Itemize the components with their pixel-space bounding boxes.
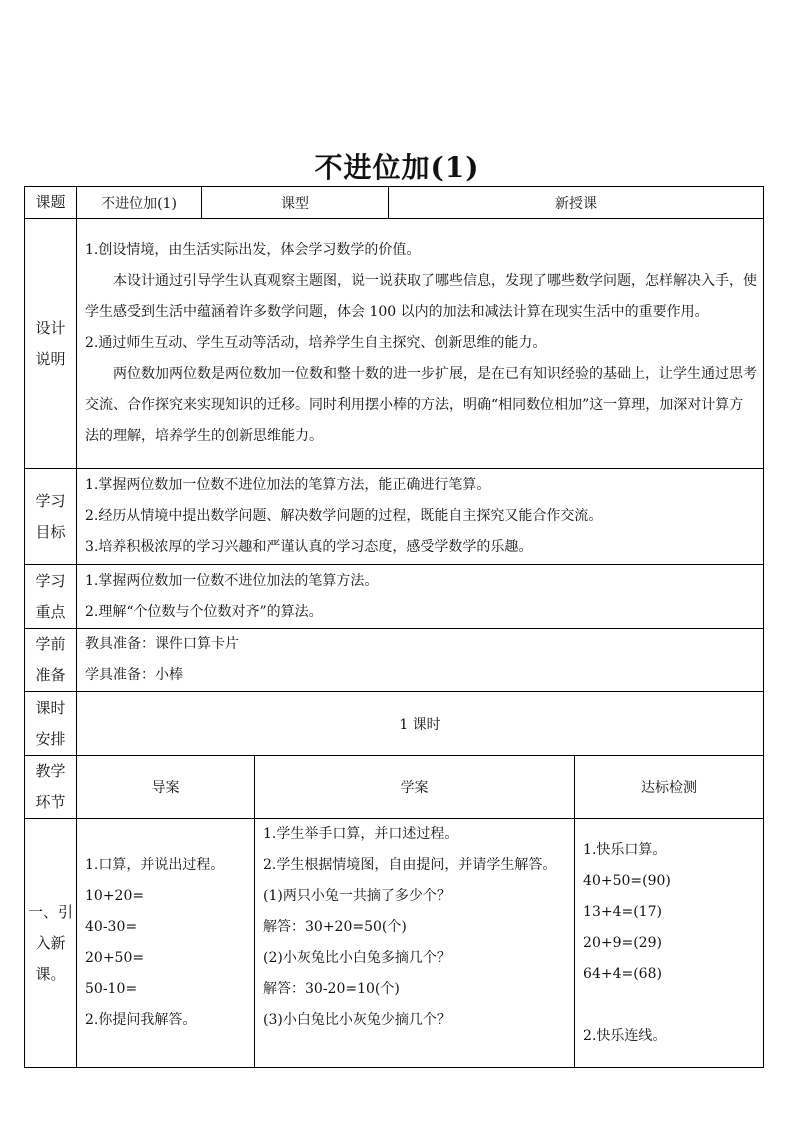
- row-goals: [25, 469, 764, 565]
- guide-line: 40-30=: [85, 919, 138, 935]
- design-line-1: 1.创设情境，由生活实际出发，体会学习数学的价值。: [85, 242, 421, 258]
- check-line: 1.快乐口算。: [583, 842, 667, 858]
- goal-1: 1.掌握两位数加一位数不进位加法的笔算方法，能正确进行笔算。: [85, 477, 491, 493]
- goal-3: 3.培养积极浓厚的学习兴趣和严谨认真的学习态度，感受学数学的乐趣。: [85, 539, 533, 555]
- study-line: 解答：30-20=10(个): [263, 981, 400, 997]
- study-line: (1)两只小兔一共摘了多少个？: [263, 888, 451, 904]
- intro-study: [255, 819, 575, 1068]
- design-line-4: 两位数加两位数是两位数加一位数和整十数的进一步扩展，是在已有知识经验的基础上，让学生通过思考交流、合作探究来实现知识的迁移。同时利用摆小棒的方法，明确“相同数位相加”这一算理，加深对计算方法的理解，培养学生的创新思维能力。: [85, 366, 757, 444]
- row-schedule: [25, 692, 764, 756]
- study-line: (3)小白兔比小灰兔少摘几个？: [263, 1012, 451, 1028]
- goals-text: [77, 469, 764, 565]
- intro-label: 一、引 入新 课。: [25, 819, 77, 1068]
- guide-line: 10+20=: [85, 888, 145, 904]
- focus-2: 2.理解“个位数与个位数对齐”的算法。: [85, 603, 323, 620]
- row-focus: [25, 565, 764, 629]
- intro-check: [575, 819, 764, 1068]
- design-line-2: 本设计通过引导学生认真观察主题图，说一说获取了哪些信息，发现了哪些数学问题，怎样解决入手，使学生感受到生活中蕴涵着许多数学问题，体会 100 以内的加法和减法计算在现实生活中的重要作用。: [85, 273, 757, 320]
- stage-label: 教学 环节: [25, 756, 77, 819]
- guide-line: 2.你提问我解答。: [85, 1012, 197, 1028]
- col-check-header: 达标检测: [575, 756, 764, 819]
- focus-1: 1.掌握两位数加一位数不进位加法的笔算方法。: [85, 572, 379, 589]
- design-line-3: 2.通过师生互动、学生互动等活动，培养学生自主探究、创新思维的能力。: [85, 335, 547, 351]
- guide-line: 20+50=: [85, 950, 145, 966]
- guide-line: 50-10=: [85, 981, 138, 997]
- focus-text: [77, 565, 764, 629]
- topic-value: 不进位加(1): [77, 187, 202, 219]
- check-spacer: [583, 990, 757, 1021]
- check-line: 40+50=(90): [583, 873, 671, 889]
- lesson-plan-table: [24, 186, 764, 1068]
- study-line: 1.学生举手口算，并口述过程。: [263, 826, 459, 842]
- guide-line: 1.口算，并说出过程。: [85, 857, 225, 873]
- goal-2: 2.经历从情境中提出数学问题、解决数学问题的过程，既能自主探究又能合作交流。: [85, 508, 603, 524]
- intro-guide: [77, 819, 255, 1068]
- goals-label: 学习 目标: [25, 469, 77, 565]
- check-line: 20+9=(29): [583, 935, 662, 951]
- check-line: 13+4=(17): [583, 904, 662, 920]
- check-line: 2.快乐连线。: [583, 1028, 667, 1044]
- design-label: 设计 说明: [25, 219, 77, 469]
- design-text: [77, 219, 764, 469]
- row-topic: [25, 187, 764, 219]
- topic-label: 课题: [25, 187, 77, 219]
- row-design: [25, 219, 764, 469]
- study-line: 2.学生根据情境图，自由提问，并请学生解答。: [263, 857, 557, 873]
- row-prep: [25, 629, 764, 692]
- prep-label: 学前 准备: [25, 629, 77, 692]
- prep-text: [77, 629, 764, 692]
- col-study-header: 学案: [255, 756, 575, 819]
- row-stage-header: [25, 756, 764, 819]
- type-label: 课型: [202, 187, 389, 219]
- type-value: 新授课: [389, 187, 764, 219]
- col-guide-header: 导案: [77, 756, 255, 819]
- prep-student: 学具准备：小棒: [85, 667, 183, 683]
- prep-teacher: 教具准备：课件口算卡片: [85, 636, 239, 652]
- focus-label: 学习 重点: [25, 565, 77, 629]
- schedule-label: 课时 安排: [25, 692, 77, 756]
- study-line: 解答：30+20=50(个): [263, 919, 407, 935]
- check-line: 64+4=(68): [583, 966, 662, 982]
- page-title: 不进位加(1): [314, 151, 480, 184]
- row-intro: [25, 819, 764, 1068]
- schedule-value: 1 课时: [77, 692, 764, 756]
- study-line: (2)小灰兔比小白兔多摘几个？: [263, 950, 451, 966]
